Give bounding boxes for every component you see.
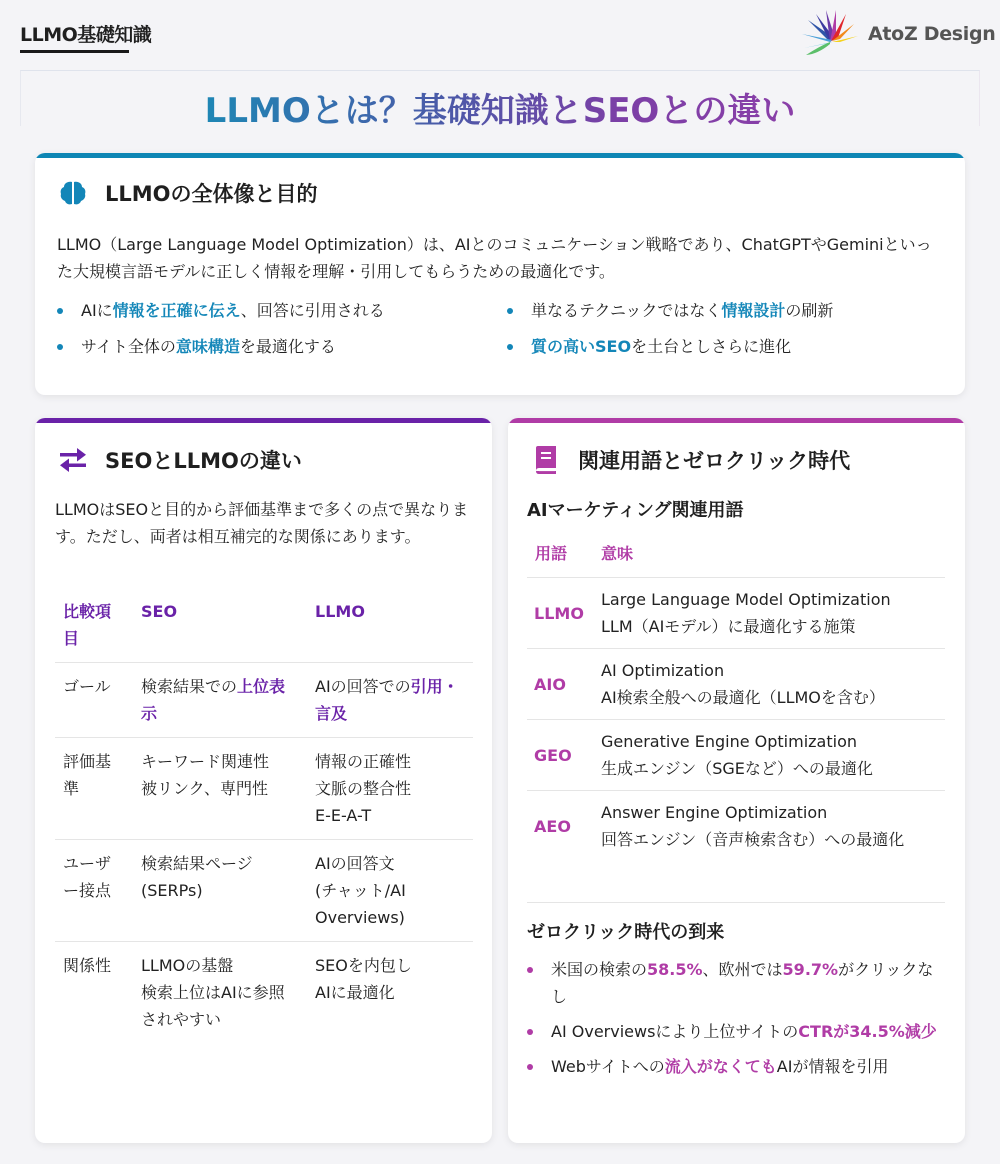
table-row xyxy=(527,578,945,649)
bullet-dot xyxy=(57,308,63,314)
overview-card xyxy=(35,153,965,395)
meaning-cell: Generative Engine Optimization 生成エンジン（SGEなど）への最適化 xyxy=(593,720,945,791)
bullet-dot xyxy=(507,308,513,314)
bullet-dot xyxy=(57,344,63,350)
row-label: 評価基準 xyxy=(55,738,133,840)
term-cell: GEO xyxy=(527,720,593,791)
column-header: LLMO xyxy=(315,602,365,621)
bullet-dot xyxy=(527,1029,533,1035)
row-label: ゴール xyxy=(55,663,133,738)
llmo-cell: SEOを内包し AIに最適化 xyxy=(307,942,473,1044)
page-section-label: LLMO基礎知識 xyxy=(20,24,152,46)
terms-card xyxy=(508,418,965,1143)
term-cell: AEO xyxy=(527,791,593,876)
book-icon xyxy=(530,444,562,476)
column-header: 意味 xyxy=(601,544,634,563)
table-header-row xyxy=(527,536,945,578)
column-header: SEO xyxy=(141,602,178,621)
list-item: AIに情報を正確に伝え、回答に引用される xyxy=(57,297,507,324)
comparison-intro: LLMOはSEOと目的から評価基準まで多くの点で異なります。ただし、両者は相互補完的な関係にあります。 xyxy=(55,500,469,546)
seo-cell: 検索結果での上位表示 xyxy=(133,663,307,738)
term-cell: AIO xyxy=(527,649,593,720)
list-item: AI Overviewsにより上位サイトのCTRが34.5%減少 xyxy=(527,1018,947,1045)
section-divider xyxy=(527,902,945,903)
meaning-cell: AI Optimization AI検索全般への最適化（LLMOを含む） xyxy=(593,649,945,720)
comparison-card xyxy=(35,418,492,1143)
table-row xyxy=(55,738,473,840)
table-row xyxy=(55,942,473,1044)
list-item: 単なるテクニックではなく情報設計の刷新 xyxy=(507,297,947,324)
brand-logo xyxy=(800,8,996,60)
colorful-fan-logo-icon xyxy=(800,8,862,60)
card-heading xyxy=(57,444,302,476)
table-row xyxy=(55,840,473,942)
overview-bullets xyxy=(57,297,947,360)
overview-intro: LLMO（Large Language Model Optimization）は、AIとのコミュニケーション戦略であり、ChatGPTやGeminiといった大規模言語モデルに正しく情報を理解・引用してもらうための最適化です。 xyxy=(57,235,932,281)
zero-click-heading: ゼロクリック時代の到来 xyxy=(527,922,725,943)
list-item: Webサイトへの流入がなくてもAIが情報を引用 xyxy=(527,1053,947,1080)
term-cell: LLMO xyxy=(527,578,593,649)
logo-text: AtoZ Design xyxy=(868,23,996,45)
swap-arrows-icon xyxy=(57,444,89,476)
row-label: ユーザー接点 xyxy=(55,840,133,942)
table-row xyxy=(527,649,945,720)
comparison-table xyxy=(55,596,473,1043)
card-accent-bar xyxy=(508,418,965,423)
card-heading-text: SEOとLLMOの違い xyxy=(105,449,302,473)
card-accent-bar xyxy=(35,153,965,158)
table-row xyxy=(527,791,945,876)
table-header-row xyxy=(55,596,473,663)
card-heading-text: 関連用語とゼロクリック時代 xyxy=(578,449,851,473)
page-title: LLMOとは？基礎知識とSEOとの違い xyxy=(205,83,796,132)
seo-cell: キーワード関連性 被リンク、専門性 xyxy=(133,738,307,840)
bullet-dot xyxy=(507,344,513,350)
row-label: 関係性 xyxy=(55,942,133,1044)
llmo-cell: AIの回答での引用・言及 xyxy=(307,663,473,738)
llmo-cell: 情報の正確性 文脈の整合性 E-E-A-T xyxy=(307,738,473,840)
table-row xyxy=(55,663,473,738)
terms-subheading: AIマーケティング関連用語 xyxy=(527,500,744,521)
card-accent-bar xyxy=(35,418,492,423)
llmo-cell: AIの回答文 (チャット/AI Overviews) xyxy=(307,840,473,942)
column-header: 用語 xyxy=(535,544,568,563)
title-banner xyxy=(20,70,980,131)
card-heading xyxy=(530,444,850,476)
seo-cell: LLMOの基盤 検索上位はAIに参照されやすい xyxy=(133,942,307,1044)
list-item: 質の高いSEOを土台としさらに進化 xyxy=(507,333,947,360)
section-label-underline xyxy=(20,50,129,53)
bullet-dot xyxy=(527,1064,533,1070)
column-header: 比較項目 xyxy=(63,602,112,648)
zero-click-list xyxy=(527,956,947,1088)
meaning-cell: Large Language Model Optimization LLM（AIモデル）に最適化する施策 xyxy=(593,578,945,649)
table-row xyxy=(527,720,945,791)
bullet-dot xyxy=(527,967,533,973)
terms-table xyxy=(527,536,945,875)
brain-icon xyxy=(57,177,89,209)
list-item: 米国の検索の58.5%、欧州では59.7%がクリックなし xyxy=(527,956,947,1010)
card-heading xyxy=(57,177,318,209)
seo-cell: 検索結果ページ (SERPs) xyxy=(133,840,307,942)
meaning-cell: Answer Engine Optimization 回答エンジン（音声検索含む）への最適化 xyxy=(593,791,945,876)
list-item: サイト全体の意味構造を最適化する xyxy=(57,333,507,360)
card-heading-text: LLMOの全体像と目的 xyxy=(105,182,318,206)
